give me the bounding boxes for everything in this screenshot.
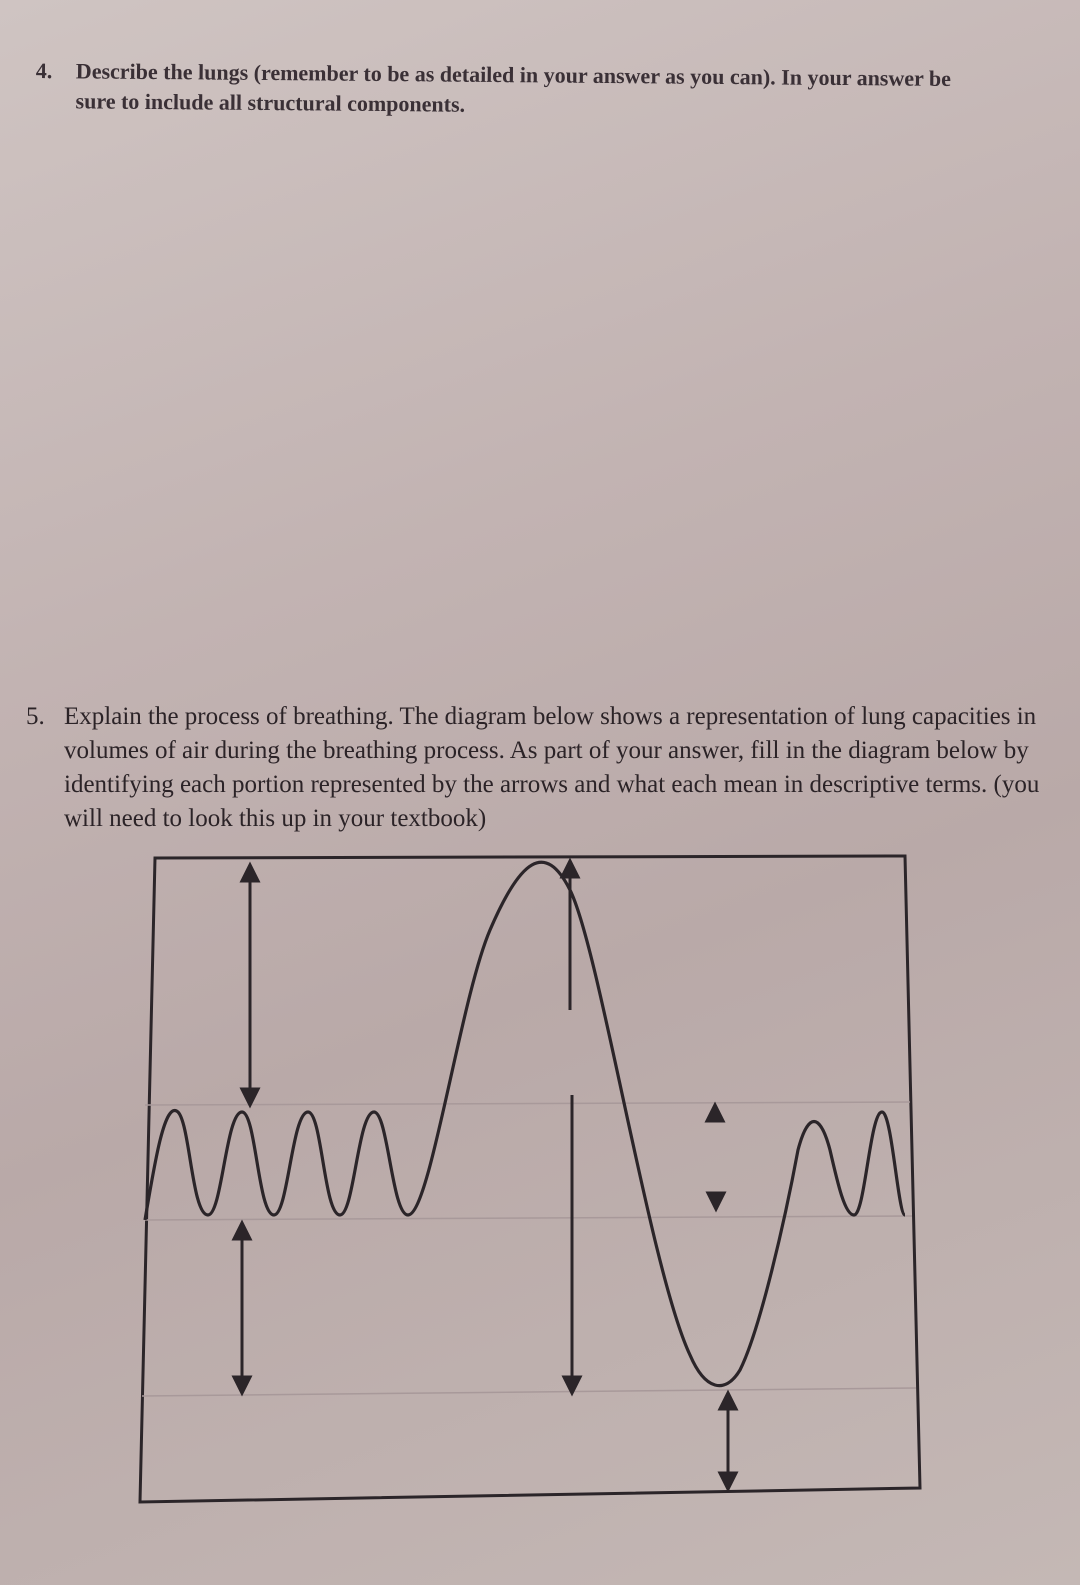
lung-volume-diagram	[130, 850, 930, 1530]
breathing-trace	[145, 862, 905, 1385]
lung-volume-svg	[130, 850, 930, 1530]
diagram-frame	[140, 856, 920, 1502]
guide-line-middle	[145, 1216, 912, 1220]
question-5-text: Explain the process of breathing. The diagram below shows a representation of lung capacities in volumes of air during the breathing process. As part of your answer, fill in the diagram below by identifying each portion represented by the arrows and what each mean in descriptive terms. (you will need to look this up in your textbook)	[64, 703, 1040, 832]
question-4-number: 4.	[35, 57, 53, 84]
question-4	[35, 56, 985, 124]
question-5-number: 5.	[26, 703, 45, 730]
question-5	[26, 700, 1056, 836]
question-4-text: Describe the lungs (remember to be as detailed in your answer as you can). In your answer be sure to include all structural components.	[75, 58, 952, 117]
guide-line-upper	[145, 1102, 910, 1105]
guide-line-lower	[142, 1388, 916, 1396]
